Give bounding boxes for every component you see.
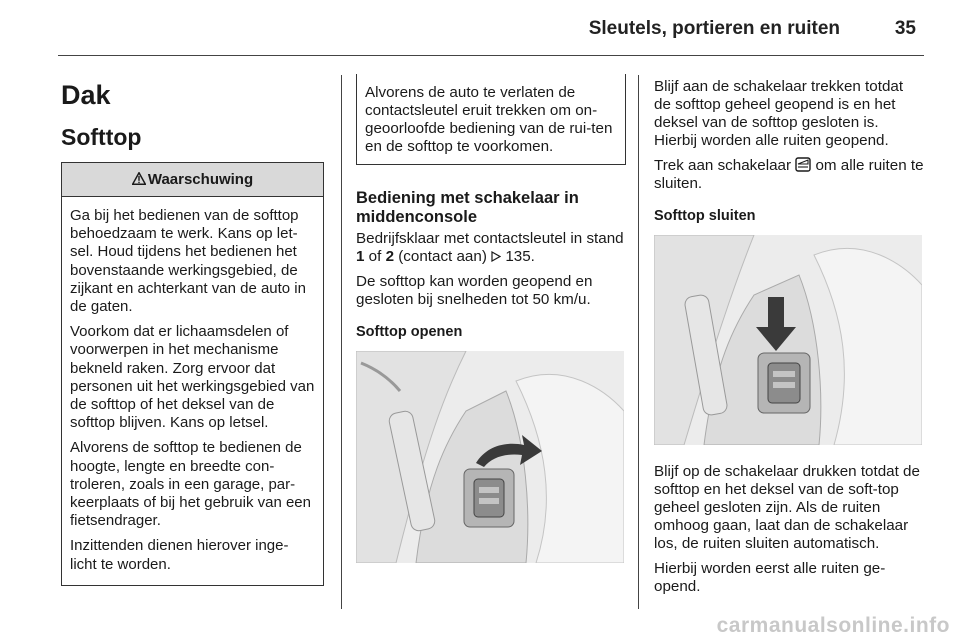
column-3 [654, 78, 924, 603]
close-windows-text: om alle ruiten te sluiten. [654, 157, 924, 192]
column-divider-2 [638, 75, 639, 609]
open-instruction-paragraph: Blijf aan de schakelaar trekken totdat de softtop geheel geopend is en het deksel van de softtop gesloten is. Hierbij worden alle ruiten geopend. [654, 78, 904, 149]
window-switch-icon [795, 157, 811, 174]
ignition-position-2: 2 [385, 248, 395, 265]
warning-paragraph: Inzittenden dienen hierover inge-licht te worden. [70, 537, 289, 573]
close-windows-text: Trek aan schakelaar [654, 157, 796, 174]
page-reference-arrow-icon [491, 248, 501, 265]
ignition-text: of [364, 248, 386, 265]
speed-paragraph: De softtop kan worden geopend en gesloten bij snelheden tot 50 km/u. [356, 273, 593, 308]
warning-title: Waarschuwing [147, 171, 254, 188]
close-softtop-heading: Softtop sluiten [654, 208, 756, 224]
column-divider-1 [341, 75, 342, 609]
console-switch-heading: Bediening met schakelaar in middenconsole [356, 189, 579, 226]
section-title: Dak [61, 80, 111, 110]
warning-body [62, 197, 323, 585]
subsection-title: Softtop [61, 124, 142, 150]
ignition-text: (contact aan) [394, 248, 492, 265]
column-2 [356, 74, 626, 563]
header-divider [58, 55, 924, 56]
warning-paragraph: Alvorens de softtop te bedienen de hoogte, lengte en breedte con-troleren, zoals in een garage, par-keerplaats of bij het gebruik van een fietsendrager. [70, 439, 311, 530]
watermark: carmanualsonline.info [716, 614, 950, 637]
close-softtop-illustration [654, 235, 922, 445]
open-softtop-heading: Softtop openen [356, 324, 463, 340]
ignition-position-1: 1 [356, 248, 365, 265]
running-header-title: Sleutels, portieren en ruiten [588, 18, 840, 39]
page-reference: 135. [505, 248, 535, 265]
warning-paragraph: Ga bij het bedienen van de softtop behoedzaam te werk. Kans op let-sel. Houd tijdens het bedienen het bovenstaande werkingsgebied, de zijkant en achterkant van de auto in de gaten. [70, 207, 306, 316]
ignition-text: Bedrijfsklaar met contactsleutel in stand [356, 230, 624, 247]
warning-header [62, 163, 323, 197]
open-softtop-illustration [356, 351, 624, 563]
windows-open-first-paragraph: Hierbij worden eerst alle ruiten ge-opend. [654, 560, 886, 595]
close-windows-paragraph [654, 157, 924, 193]
warning-paragraph: Voorkom dat er lichaamsdelen of voorwerpen in het mechanisme bekneld raken. Zorg ervoor dat personen uit het werkingsgebied van de softtop of het deksel van de softtop blijven. Kans op letsel. [70, 323, 315, 432]
ignition-paragraph [356, 230, 626, 266]
close-instruction-paragraph: Blijf op de schakelaar drukken totdat de softtop en het deksel van de soft-top geheel gesloten zijn. Als de ruiten omhoog gaan, laat dan de schakelaar los, de ruiten sluiten automatisch. [654, 463, 920, 552]
column-1 [61, 74, 324, 586]
warning-box [61, 162, 324, 586]
note-box: Alvorens de auto te verlaten de contactsleutel eruit trekken om on-geoorloofde bediening van de rui-ten en de softtop te voorkomen. [356, 74, 626, 165]
page-number: 35 [894, 18, 916, 39]
warning-triangle-icon [132, 171, 146, 189]
